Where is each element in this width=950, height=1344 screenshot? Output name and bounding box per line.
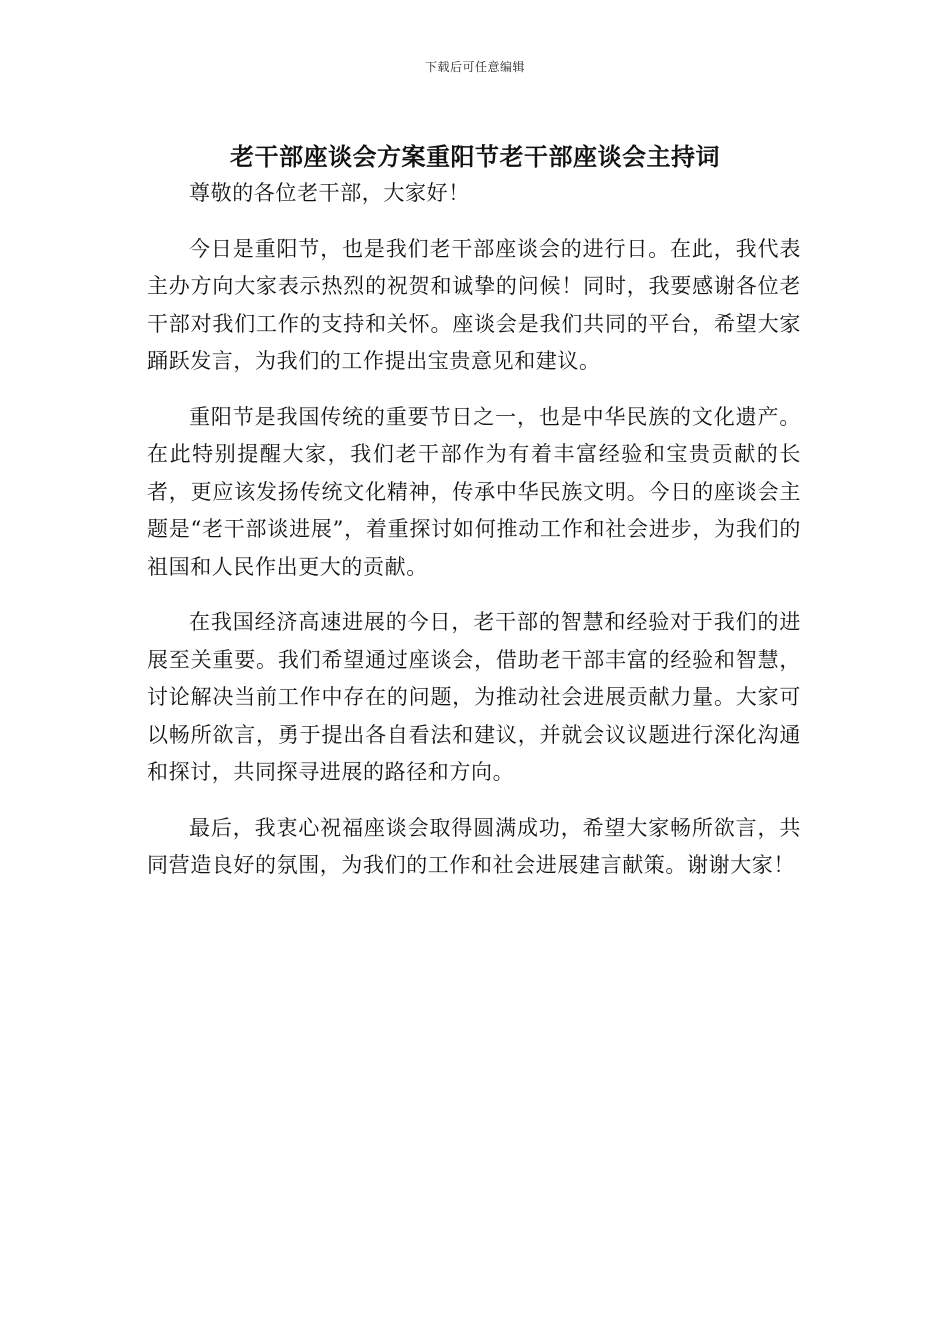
paragraph-closing: 最后，我衷心祝福座谈会取得圆满成功，希望大家畅所欲言，共同营造良好的氛围，为我们的工作和社会进展建言献策。谢谢大家！: [147, 815, 801, 877]
paragraph-greeting: 尊敬的各位老干部，大家好！: [189, 181, 470, 205]
document-body: [147, 175, 801, 903]
paragraph-theme: 重阳节是我国传统的重要节日之一，也是中华民族的文化遗产。在此特别提醒大家，我们老干部作为有着丰富经验和宝贵贡献的长者，更应该发扬传统文化精神，传承中华民族文明。今日的座谈会主题是“老干部谈进展”，着重探讨如何推动工作和社会进步，为我们的祖国和人民作出更大的贡献。: [147, 404, 801, 579]
document-title: 老干部座谈会方案重阳节老干部座谈会主持词: [230, 143, 720, 171]
header-note: 下载后可任意编辑: [424, 60, 525, 74]
paragraph-opening: 今日是重阳节，也是我们老干部座谈会的进行日。在此，我代表主办方向大家表示热烈的祝贺和诚挚的问候！同时，我要感谢各位老干部对我们工作的支持和关怀。座谈会是我们共同的平台，希望大家踊跃发言，为我们的工作提出宝贵意见和建议。: [147, 236, 801, 373]
paragraph-discussion: 在我国经济高速进展的今日，老干部的智慧和经验对于我们的进展至关重要。我们希望通过座谈会，借助老干部丰富的经验和智慧，讨论解决当前工作中存在的问题，为推动社会进展贡献力量。大家可以畅所欲言，勇于提出各自看法和建议，并就会议议题进行深化沟通和探讨，共同探寻进展的路径和方向。: [147, 610, 801, 784]
